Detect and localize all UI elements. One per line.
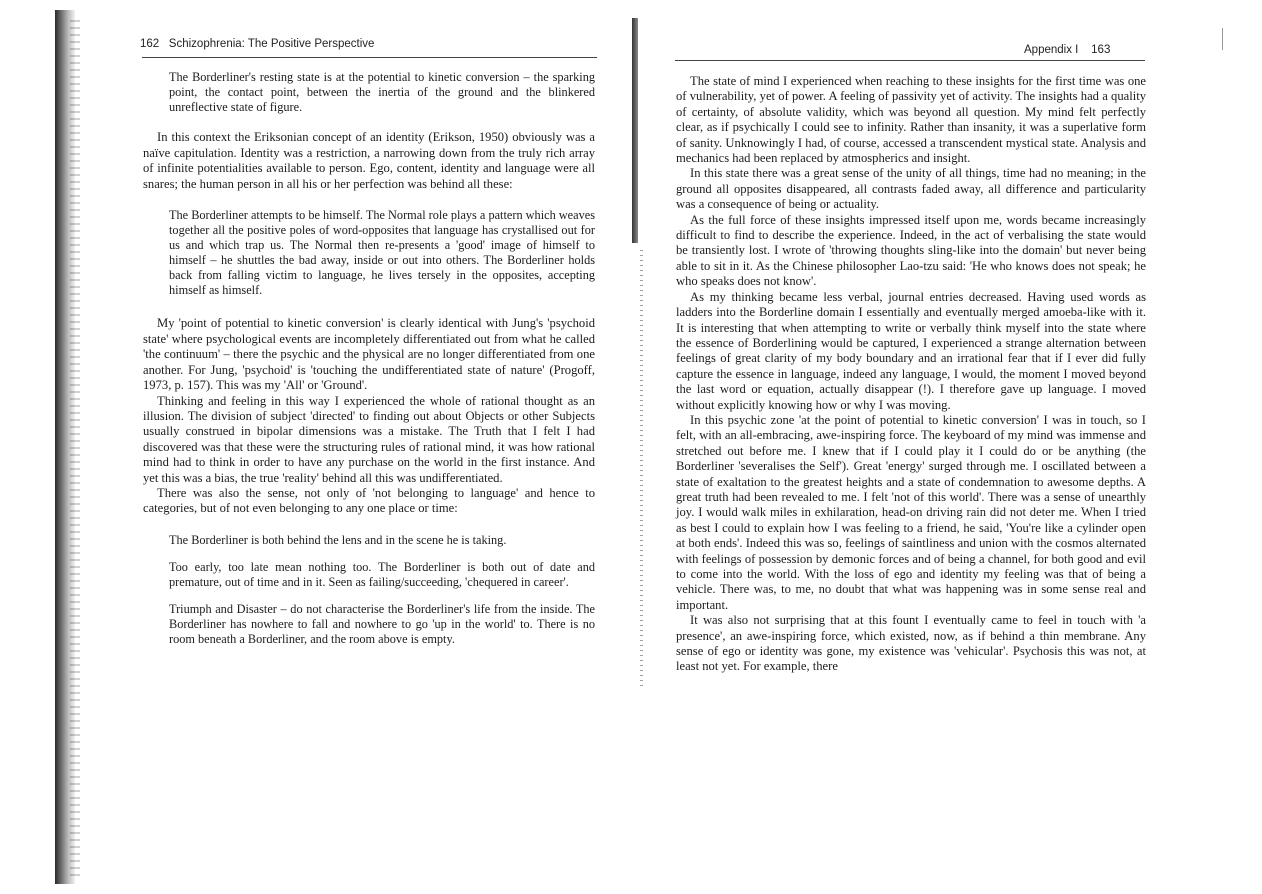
scan-mark xyxy=(1222,28,1223,50)
paragraph: As my thinking became less verbal, journal entries decreased. Having used words as ladders into the Borderline domain I essentially and eventually merged amoeba-like with it. It is interesting that when attempting to write or verbally think myself into the state where the essence of Borderlining would be captured, I experienced a strange alternation between feelings of great clarity of my body boundary and an irrational fear that if I ever did fully capture the essence in language, indeed any language, I would, the moment I moved beyond the last word or equation, actually disappear (!). I therefore gave up language. I moved without explicitly knowing how or why I was moving. xyxy=(676,289,1146,412)
left-page-header xyxy=(140,38,374,50)
right-running-title: Appendix I xyxy=(1024,44,1079,56)
paragraph: As the full force of these insights impressed itself upon me, words became increasingly difficult to find to describe the experience. Indeed, in the act of verbalising the state would be transiently lost. I wrote of 'throwing thoughts sling-like into the domain' but never being able to sit in it. As the Chinese philosopher Lao-tzu said: 'He who knows does not speak; he who speaks does not know'. xyxy=(676,212,1146,289)
quote-block: The Borderliner attempts to be himself. The Normal role plays a pattern which weaves together all the positive poles of word-opposites that language has crystallised out for us and which trap us. The Normal then re-presents a 'good' image of himself to himself – he shuttles the bad away, inside or out into others. The Borderliner holds back from falling victim to language, he lives tersely in the opposites, accepting himself as himself. xyxy=(169,207,595,298)
spine-gutter xyxy=(632,18,638,243)
paragraph: It was also not surprising that at this fount I eventually came to feel in touch with 'a presence', an awe-inspiring force, which existed, now, as if behind a thin membrane. Any sense of ego or identity was gone, my existence was 'vehicular'. Psychosis this was not, at least not yet. For example, there xyxy=(676,613,1146,674)
right-page-body xyxy=(676,74,1146,675)
paragraph: Thinking and feeling in this way I experienced the whole of rational thought as an illusion. The division of subject 'directed' to finding out about Objects or other Subjects usually construed in bipolar dimensions was a mistake. The Truth that I felt I had discovered was that these were the structuring rules of rational mind, it was how rational mind had to think in order to have any purchase on the world in the first instance. And yet this was a bias, the true 'reality' behind all this was undifferentiated. xyxy=(143,393,595,485)
left-running-title: Schizophrenia: The Positive Perspective xyxy=(168,38,375,50)
quote-block: The Borderliner's resting state is at the potential to kinetic conversion – the sparking point, the contact point, between the inertia of the ground and the blinkered unreflective state of figure. xyxy=(169,70,595,115)
left-header-rule xyxy=(142,57,597,58)
spine-gutter-dots xyxy=(640,250,643,690)
paragraph: In this context the Eriksonian concept of an identity (Erikson, 1950) obviously was a naïve capitulation. Identity was a restriction, a narrowing down from the truly rich array of infinite potentialities available to person. Ego, content, identity and language were all snares; the human person in all his or her perfection was behind all these: xyxy=(143,130,595,191)
right-page-number: 163 xyxy=(1091,44,1111,56)
paragraph: The state of mind I experienced when reaching to these insights for the first time was one of vulnerability, yet of power. A feeling of passivity yet of activity. The insights had a quality of certainty, of absolute validity, which was beyond all question. My mind felt perfectly clear, as if psychically I could see to infinity. Rather than insanity, it was a superlative form of sanity. Unknowingly I had, of course, accessed a transcendent mystical state. Analysis and mechanics had been replaced by atmospherics and insight. xyxy=(676,74,1146,166)
paragraph: In this psychic zone 'at the point of potential to kinetic conversion' I was in touch, so I felt, with an all-embracing, awe-inspiring force. The keyboard of my mind was immense and stretched out before me. I knew that if I could play it I could do or be anything (the Borderliner 'severalises the Self'). Great 'energy' surged through me. I oscillated between a state of exaltation to the greatest heights and a state of condemnation to awesome depths. A great truth had been revealed to me. I felt 'not of this world'. There was a sense of unearthly joy. I would walk miles in exhilaration, head-on driving rain did not deter me. When I tried as best I could to explain how I was feeling to a friend, he said, 'You're like a cylinder open at both ends'. Indeed this was so, feelings of saintliness and union with the cosmos alternated with feelings of possession by demonic forces and of being a channel, for both good and evil to come into the world. With the loss of ego and identity my feeling was that of being a vehicle. There was, to me, no doubt that what was happening was in some sense real and important. xyxy=(676,412,1146,612)
paragraph: My 'point of potential to kinetic conversion' is clearly identical with Jung's 'psychoid state' where psychological events are incompletely differentiated out from what he called 'the continuum' – there the psychic and the physical are no longer differentiated from one another. For Jung, 'psychoid' is 'touching the undifferentiated state of nature' (Progoff, 1973, p. 157). This was my 'All' or 'Ground'. xyxy=(143,316,595,393)
left-page-body xyxy=(143,70,595,647)
quote-block: Too early, too late mean nothing too. The Borderliner is both out of date and premature, out of time and in it. Seen as failing/succeeding, 'chequered in career'. xyxy=(169,559,595,589)
quote-block: Triumph and Disaster – do not characterise the Borderliner's life from the inside. The Borderliner has nowhere to fall and nowhere to go 'up in the world' to. There is no room beneath a Borderliner, and the room above is empty. xyxy=(169,602,595,647)
right-page-header xyxy=(1024,44,1110,56)
quote-block: The Borderliner is both behind the lens and in the scene he is taking. xyxy=(169,532,507,547)
page-edge-texture xyxy=(70,20,80,880)
right-header-rule xyxy=(675,60,1145,61)
paragraph: There was also the sense, not only of 'not belonging to language' and hence to categories, but of not even belonging to any one place or time: xyxy=(143,485,595,516)
left-page-number: 162 xyxy=(140,38,160,50)
paragraph: In this state there was a great sense of the unity of all things, time had no meaning; in the ground all opposites disappeared, all contrasts faded away, all difference and particularity was a consequence of being or actuality. xyxy=(676,166,1146,212)
